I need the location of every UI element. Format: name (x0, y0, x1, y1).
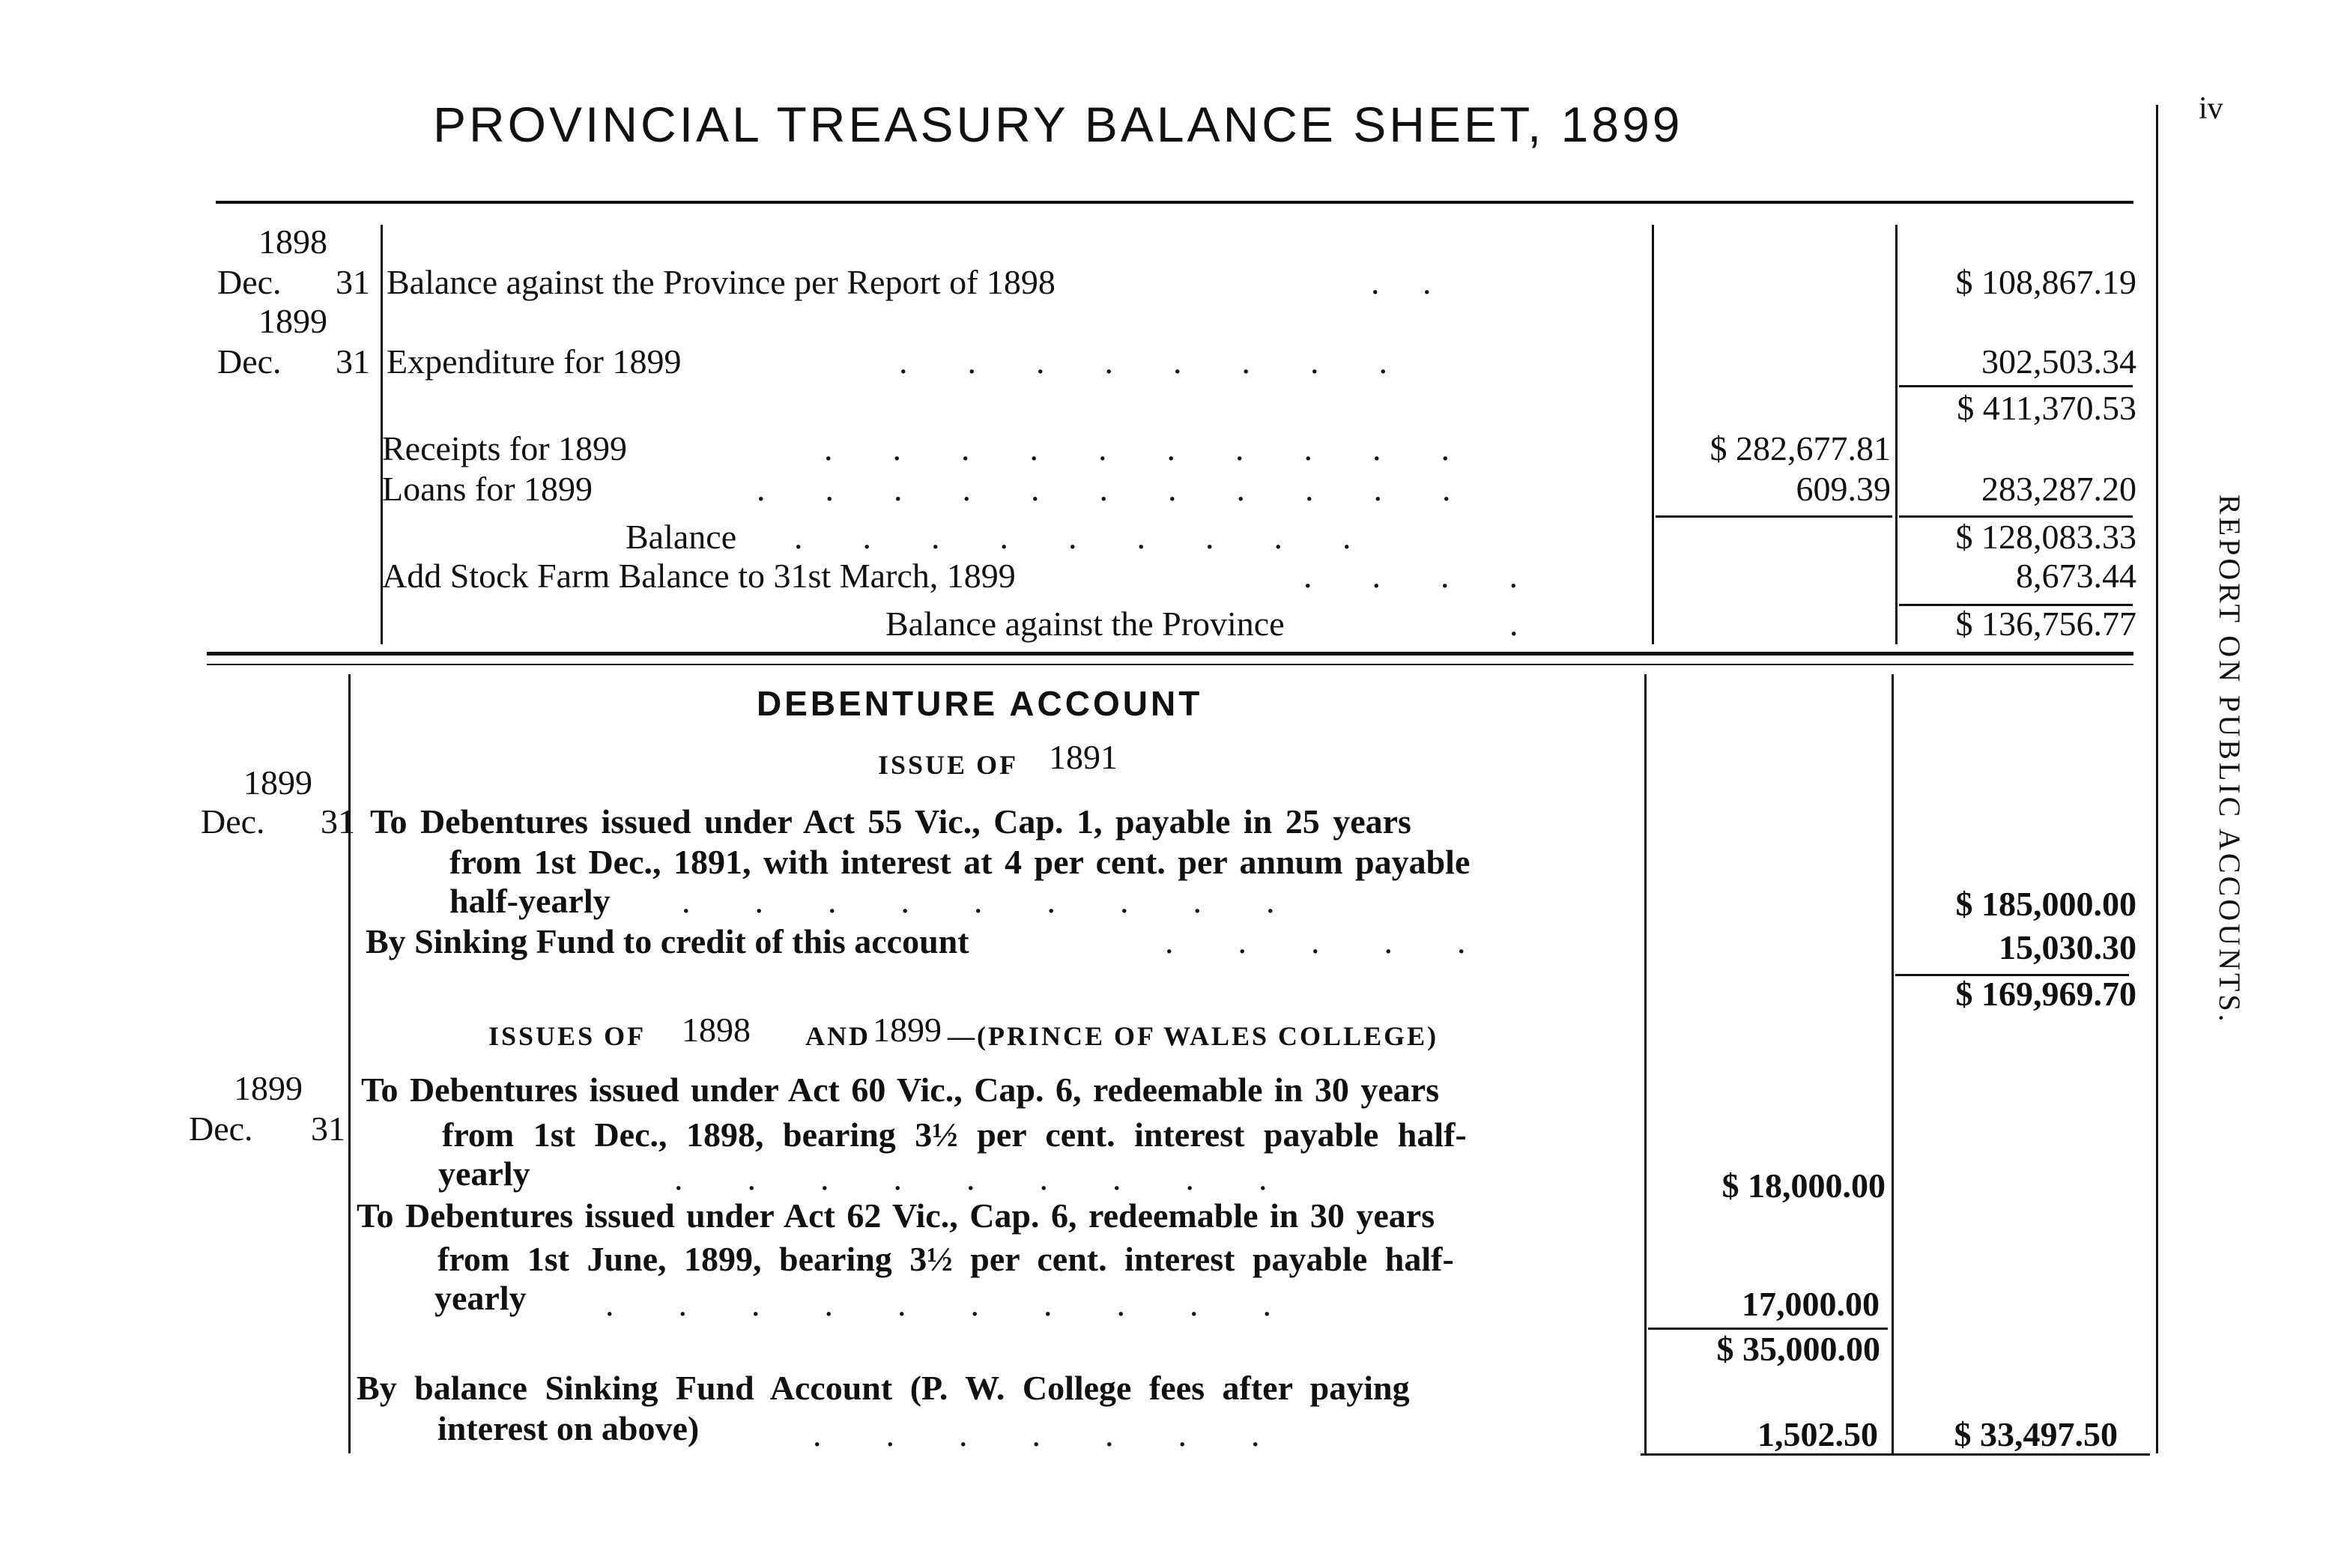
issue1898-a-line2: from 1st Dec., 1898, bearing 3½ per cent. interest payable half- (442, 1116, 1467, 1154)
stockfarm-amount: 8,673.44 (2016, 557, 2136, 595)
dot-leader: ......... (794, 518, 1411, 556)
issue1898-c-amount: 1,502.50 (1757, 1415, 1878, 1453)
rule-bottom (1641, 1453, 2150, 1456)
col1-rule (1652, 225, 1654, 644)
balance-year-1898: 1898 (258, 223, 327, 261)
issue1891-day: 31 (321, 802, 355, 841)
issue1898-year: 1899 (234, 1069, 303, 1107)
stockfarm-desc: Add Stock Farm Balance to 31st March, 1899 (382, 557, 1016, 595)
final-balance-label: Balance against the Province (885, 605, 1285, 643)
balance-label: Balance (626, 518, 737, 556)
issue1898-c-line2: interest on above) (437, 1409, 700, 1447)
dot-leader: ....... (813, 1415, 1324, 1453)
issue-1891-prefix: ISSUE OF (878, 750, 1019, 780)
expenditure-date: Dec. (217, 342, 282, 381)
dot-leader: .......... (605, 1285, 1336, 1323)
issues-heading-c: AND (805, 1021, 870, 1051)
top-rule (216, 201, 2133, 204)
expenditure-year: 1899 (258, 302, 327, 340)
expenditure-desc: Expenditure for 1899 (387, 342, 682, 381)
rule-loans (1656, 515, 1892, 518)
receipts-desc: Receipts for 1899 (382, 429, 628, 467)
issue1898-b-amount: 17,000.00 (1742, 1285, 1880, 1323)
deb-col2-rule (1892, 674, 1894, 1453)
balance-amount: $ 108,867.19 (1955, 263, 2136, 301)
right-margin-rule (2156, 105, 2158, 1453)
dot-leader: . . (1371, 263, 1432, 301)
deb-date-column-rule (348, 674, 351, 1453)
issue1898-date: Dec. (189, 1110, 253, 1148)
issue-1891-year: 1891 (1049, 738, 1118, 776)
final-balance-amount: $ 136,756.77 (1955, 605, 2136, 643)
issue1898-a-line3: yearly (438, 1154, 530, 1193)
issue1898-a-amount: $ 18,000.00 (1721, 1166, 1886, 1205)
balance-day: 31 (336, 263, 370, 301)
issue1891-amount1: $ 185,000.00 (1955, 885, 2136, 923)
expenditure-amount: 302,503.34 (1981, 342, 2136, 381)
issues-heading-d: 1899 (873, 1011, 942, 1049)
dot-leader: ........... (757, 470, 1511, 508)
dot-leader: . (1509, 605, 1518, 643)
section-rule (207, 652, 2133, 656)
sum-amount: $ 411,370.53 (1957, 389, 2136, 427)
issue1891-line1: To Debentures issued under Act 55 Vic., Cap. 1, payable in 25 years (370, 802, 1411, 841)
balance-subtotal: $ 128,083.33 (1955, 518, 2136, 556)
expenditure-day: 31 (336, 342, 370, 381)
issue1898-subtotal: $ 35,000.00 (1716, 1330, 1880, 1368)
dot-leader: ......... (682, 882, 1339, 920)
col2-rule (1895, 225, 1898, 644)
issue1891-date: Dec. (201, 802, 265, 841)
issue1891-line3: half-yearly (449, 882, 611, 920)
issue1898-day: 31 (311, 1110, 345, 1148)
balance-desc: Balance against the Province per Report of 1898 (387, 263, 1056, 301)
issue1891-line2: from 1st Dec., 1891, with interest at 4 per cent. per annum payable (449, 843, 1471, 881)
issue1898-b-line2: from 1st June, 1899, bearing 3½ per cent. interest payable half- (437, 1240, 1454, 1278)
loans-desc: Loans for 1899 (382, 470, 593, 508)
loans-amount: 609.39 (1796, 470, 1891, 508)
issue1891-sinking: By Sinking Fund to credit of this account (366, 922, 969, 960)
dot-leader: ..... (1165, 922, 1530, 960)
dot-leader: .......... (824, 429, 1509, 467)
issue1898-b-line1: To Debentures issued under Act 62 Vic., Cap. 6, redeemable in 30 years (357, 1196, 1435, 1235)
page-number: iv (2199, 91, 2223, 126)
balance-date: Dec. (217, 263, 282, 301)
dot-leader: .... (1303, 557, 1578, 595)
issues-heading-b: 1898 (682, 1011, 751, 1049)
section-rule-thin (207, 664, 2133, 665)
issues-heading-a: ISSUES OF (488, 1021, 646, 1051)
issue1891-year: 1899 (243, 763, 312, 802)
issue1898-total: $ 33,497.50 (1954, 1415, 2118, 1453)
issues-heading-e: —(PRINCE OF WALES COLLEGE) (948, 1021, 1439, 1051)
dot-leader: ......... (674, 1159, 1332, 1197)
side-header: REPORT ON PUBLIC ACCOUNTS. (2213, 494, 2247, 1025)
rule-sum (1899, 385, 2133, 387)
page-title: PROVINCIAL TREASURY BALANCE SHEET, 1899 (433, 97, 1683, 152)
loans-total: 283,287.20 (1981, 470, 2136, 508)
issue1898-b-line3: yearly (434, 1279, 527, 1317)
debenture-heading: DEBENTURE ACCOUNT (757, 684, 1203, 723)
issue1898-c-line1: By balance Sinking Fund Account (P. W. College fees after paying (357, 1369, 1410, 1407)
dot-leader: ........ (899, 342, 1447, 381)
deb-col1-rule (1644, 674, 1647, 1453)
receipts-amount: $ 282,677.81 (1709, 429, 1891, 467)
issue1891-amount2: 15,030.30 (1999, 928, 2136, 966)
issue1898-a-line1: To Debentures issued under Act 60 Vic., Cap. 6, redeemable in 30 years (361, 1071, 1440, 1109)
issue1891-total: $ 169,969.70 (1955, 975, 2136, 1013)
